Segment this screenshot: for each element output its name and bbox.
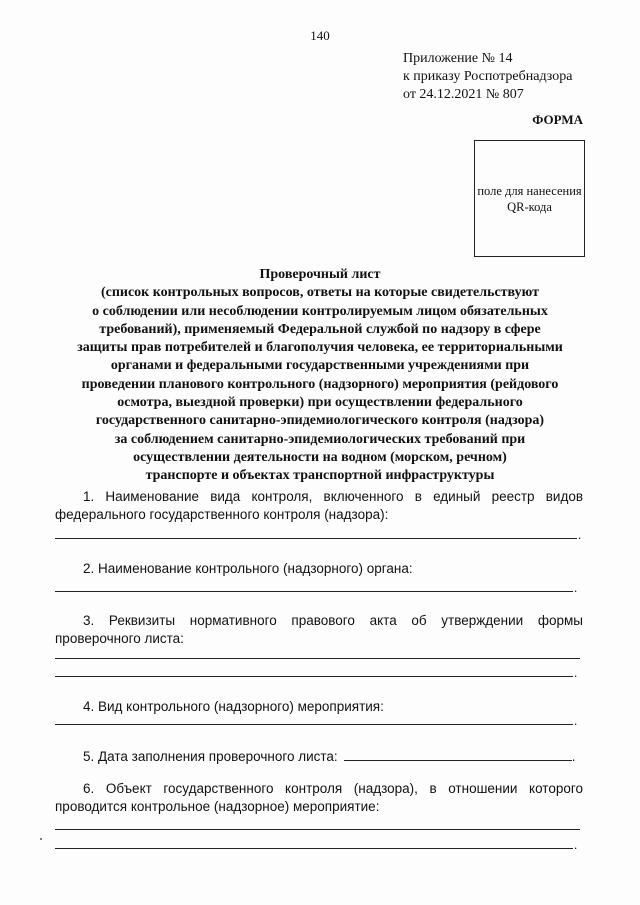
title-line: осмотра, выездной проверки) при осуществлении федерального: [117, 395, 523, 411]
item-1-line-2: федерального государственного контроля (надзора):: [55, 507, 389, 522]
appendix-header: [403, 50, 572, 104]
item-6-fill-line-2[interactable]: [55, 848, 573, 849]
appendix-order: к приказу Роспотребнадзора: [403, 69, 573, 84]
form-item-4: [55, 698, 583, 716]
item-4-period: .: [574, 713, 578, 728]
qr-caption-line-2: QR-кода: [507, 200, 552, 214]
item-3-fill-line-1[interactable]: [55, 658, 580, 659]
item-4-fill-line[interactable]: [55, 724, 573, 725]
scan-speck: [40, 838, 42, 840]
item-1-fill-line[interactable]: [55, 538, 577, 539]
item-3-line-1: 3. Реквизиты нормативного правового акта об утверждении формы: [83, 613, 583, 628]
title-line: защиты прав потребителей и благополучия человека, ее территориальными: [77, 340, 563, 356]
form-item-6: [55, 780, 583, 816]
item-5-label: 5. Дата заполнения проверочного листа:: [83, 749, 338, 764]
item-3-line-2: проверочного листа:: [55, 631, 184, 646]
item-2-line-1: 2. Наименование контрольного (надзорного) органа:: [83, 561, 413, 576]
item-4-line-1: 4. Вид контрольного (надзорного) мероприятия:: [83, 699, 384, 714]
title-line: государственного санитарно-эпидемиологического контроля (надзора): [95, 413, 545, 429]
form-item-5: [55, 748, 583, 766]
title-line: органами и федеральными государственными учреждениями при: [110, 358, 530, 374]
item-3-period: .: [574, 665, 578, 680]
item-5-date-field[interactable]: [344, 748, 572, 761]
title-line: требований), применяемый Федеральной службой по надзору в сфере: [99, 321, 541, 337]
item-6-line-1: 6. Объект государственного контроля (надзора), в отношении которого: [83, 781, 583, 796]
page-number: 140: [310, 28, 330, 43]
item-1-line-1: 1. Наименование вида контроля, включенного в единый реестр видов: [83, 489, 583, 504]
document-title: [60, 266, 580, 486]
form-label: ФОРМА: [532, 112, 583, 127]
title-line: о соблюдении или несоблюдении контролируемым лицом обязательных: [92, 303, 548, 319]
item-6-fill-line-1[interactable]: [55, 829, 580, 830]
item-3-fill-line-2[interactable]: [55, 676, 573, 677]
item-5-line-1: [55, 748, 583, 766]
item-5-period: .: [571, 749, 576, 764]
qr-field-caption: [475, 183, 584, 215]
title-line: осуществлении деятельности на водном (морском, речном): [133, 449, 507, 465]
title-line: за соблюдением санитарно-эпидемиологических требований при: [114, 431, 526, 447]
appendix-number: Приложение № 14: [403, 51, 513, 66]
appendix-date: от 24.12.2021 № 807: [403, 87, 524, 102]
form-item-1: [55, 488, 583, 524]
item-2-fill-line[interactable]: [55, 591, 573, 592]
form-item-3: [55, 612, 583, 648]
item-6-line-2: проводится контрольное (надзорное) мероприятие:: [55, 799, 380, 814]
qr-code-field: [474, 140, 585, 257]
title-line: транспорте и объектах транспортной инфраструктуры: [145, 468, 495, 484]
item-6-period: .: [574, 837, 578, 852]
item-2-period: .: [574, 580, 578, 595]
title-line: (список контрольных вопросов, ответы на которые свидетельствуют: [100, 285, 540, 301]
title-main: Проверочный лист: [259, 267, 381, 282]
item-1-period: .: [578, 527, 582, 542]
title-line: проведении планового контрольного (надзорного) мероприятия (рейдового: [81, 376, 559, 392]
form-item-2: [55, 560, 583, 578]
qr-caption-line-1: поле для нанесения: [477, 184, 582, 198]
